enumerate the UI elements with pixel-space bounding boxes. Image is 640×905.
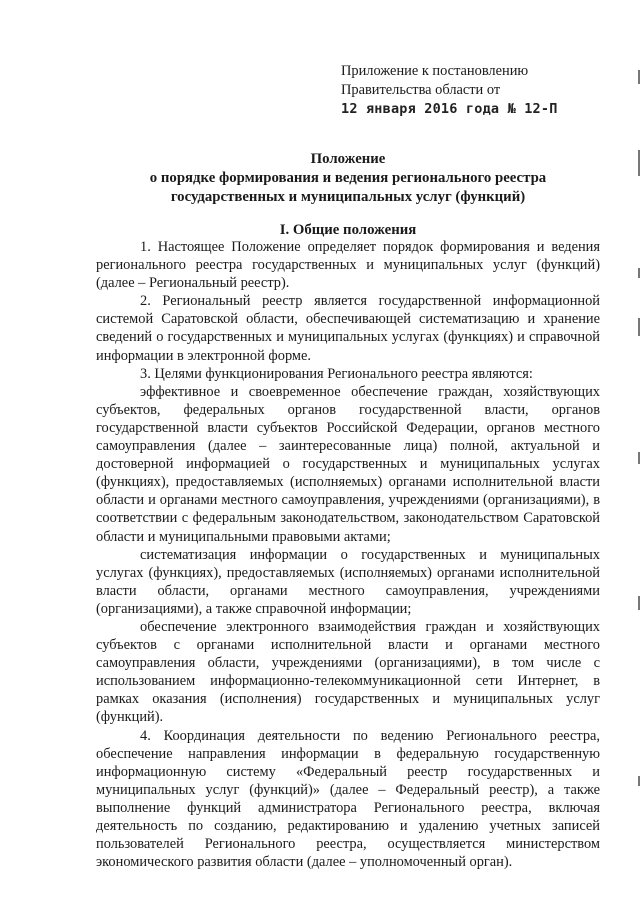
annex-line-2: Правительства области от: [341, 82, 501, 98]
annex-block: [341, 62, 581, 119]
document-title: [96, 150, 600, 207]
title-line-2: о порядке формирования и ведения регионального реестра: [149, 170, 547, 186]
paragraph-1: 1. Настоящее Положение определяет порядок формирования и ведения регионального реестра государственных и муниципальных услуг (функций) (далее – Региональный реестр).: [96, 239, 600, 292]
annex-line-1: Приложение к постановлению: [341, 63, 529, 79]
title-line-3: государственных и муниципальных услуг (функций): [170, 189, 526, 205]
title-line-1: Положение: [310, 151, 386, 167]
paragraph-3-item-2: систематизация информации о государственных и муниципальных услугах (функциях), предоставляемых (исполняемых) органами исполнительной власти области, органами местного самоуправления, учреждениями (организациями), а также справочной информации;: [96, 546, 600, 617]
paragraph-2: 2. Региональный реестр является государственной информационной системой Саратовской области, обеспечивающей систематизацию и хранение сведений о государственных и муниципальных услугах (функциях) и справочной информации в электронной форме.: [96, 293, 600, 364]
paragraph-3: 3. Целями функционирования Регионального реестра являются:: [140, 365, 533, 382]
document-body: [96, 238, 600, 871]
paragraph-4: 4. Координация деятельности по ведению Регионального реестра, обеспечение направления информации в федеральную государственную информационную систему «Федеральный реестр государственных и муниципальных услуг (функций)» (далее – Федеральный реестр), а также выполнение функций администратора Регионального реестра, включая деятельность по созданию, редактированию и удалению учетных записей пользователей Регионального реестра, осуществляется министерством экономического развития области (далее – уполномоченный орган).: [96, 727, 600, 871]
paragraph-3-item-1: эффективное и своевременное обеспечение граждан, хозяйствующих субъектов, федеральных органов государственной власти, органов государственной власти субъектов Российской Федерации, органов местного самоуправления (далее – заинтересованные лица) полной, актуальной и достоверной информацией о государственных и муниципальных услугах (функциях), предоставляемых (исполняемых) органами исполнительной власти области и органами местного самоуправления, учреждениями (организациями), в соответствии с федеральным законодательством, законодательством Саратовской области и муниципальными правовыми актами;: [96, 383, 600, 545]
annex-date-stamp: 12 января 2016 года № 12-П: [341, 101, 558, 117]
paragraph-3-item-3: обеспечение электронного взаимодействия граждан и хозяйствующих субъектов с органами исполнительной власти и органами местного самоуправления области, учреждениями (организациями), в том числе с использованием информационно-телекоммуникационной сети Интернет, в рамках оказания (исполнения) государственных и муниципальных услуг (функций).: [96, 618, 600, 726]
section-heading: I. Общие положения: [279, 222, 417, 238]
